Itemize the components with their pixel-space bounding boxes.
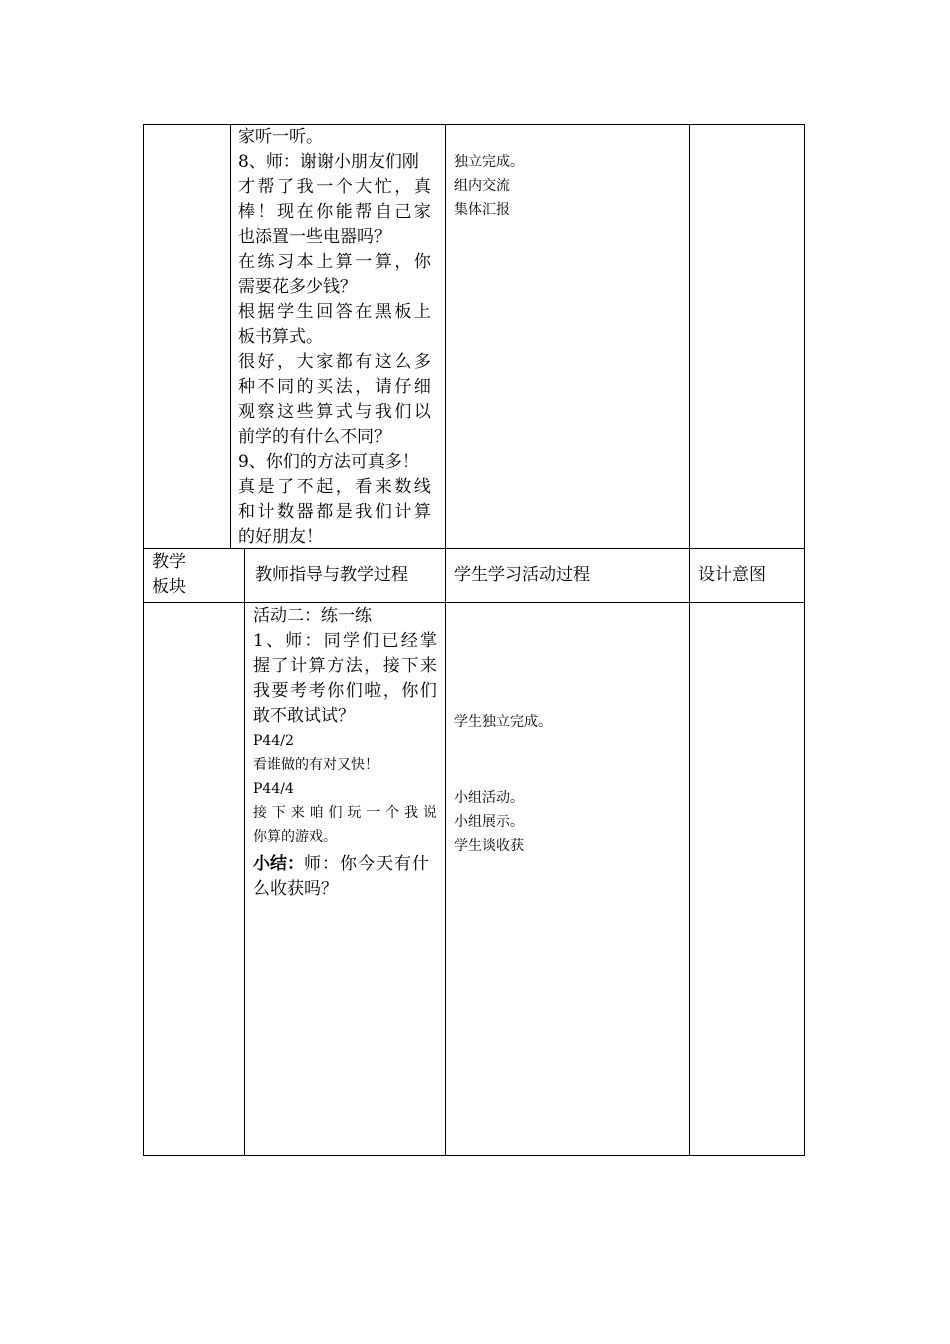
teacher-line: 棒 ！ 现 在 你 能 帮 自 己 家: [238, 202, 431, 222]
exercise-ref: P44/2: [253, 733, 294, 749]
summary-label: 小结：: [253, 854, 304, 874]
teacher-line: 板书算式。: [238, 327, 323, 347]
header-bottom-border: [143, 602, 805, 603]
teacher-line: 很 好 ， 大 家 都 有 这 么 多: [238, 352, 431, 372]
summary-text: 师：你今天有什: [304, 854, 430, 874]
activity-two-student-group: [454, 786, 684, 858]
teacher-line: 种 不 同 的 买 法 ， 请 仔 细: [238, 377, 431, 397]
teacher-line: 根 据 学 生 回 答 在 黑 板 上: [238, 302, 431, 322]
student-line: 小组展示。: [454, 814, 524, 830]
exercise-ref: P44/4: [253, 781, 294, 797]
student-line: 学生谈收获: [454, 838, 524, 854]
teacher-line: 真 是 了 不 起 ， 看 来 数 线: [238, 477, 431, 497]
teacher-process-continued: [238, 125, 431, 550]
column-divider-1-bottom: [244, 548, 245, 1156]
teacher-line: 家听一听。: [238, 127, 323, 147]
header-teaching-section: 教学 板块: [152, 552, 186, 597]
teacher-line: 9、你们的方法可真多！: [238, 452, 419, 472]
intro-line: 我 要 考 考 你 们 啦 ， 你 们: [253, 681, 437, 701]
teacher-line: 8、师：谢谢小朋友们刚: [238, 152, 419, 172]
table-left-border: [143, 124, 144, 1156]
activity-two-teacher-process: [253, 604, 437, 902]
teacher-line: 在 练 习 本 上 算 一 算 ， 你: [238, 252, 431, 272]
teacher-line: 观 察 这 些 算 式 与 我 们 以: [238, 402, 431, 422]
summary-line: 么收获吗？: [253, 879, 338, 899]
intro-line: 握 了 计 算 方 法 ， 接 下 来: [253, 656, 437, 676]
activity-two-student-process: [454, 710, 684, 734]
student-activities-continued: [454, 150, 684, 222]
intro-line: 敢不敢试试？: [253, 706, 355, 726]
exercise-instruction: 看谁做的有对又快！: [253, 757, 379, 773]
header-design-intent: 设计意图: [698, 565, 766, 585]
intro-line: 1 、 师 ： 同 学 们 已 经 掌: [253, 631, 437, 651]
column-divider-1-top: [230, 124, 231, 549]
teacher-line: 才 帮 了 我 一 个 大 忙 ， 真: [238, 177, 431, 197]
student-line: 组内交流: [454, 178, 510, 194]
column-divider-3: [689, 124, 690, 1156]
teacher-line: 的好朋友！: [238, 527, 323, 547]
student-line: 小组活动。: [454, 790, 524, 806]
summary-line: [253, 852, 437, 877]
teacher-line: 前学的有什么不同？: [238, 427, 391, 447]
student-line: 独立完成。: [454, 154, 524, 170]
game-line: 接 下 来 咱 们 玩 一 个 我 说: [253, 805, 437, 821]
table-right-border: [804, 124, 805, 1156]
game-line: 你算的游戏。: [253, 829, 337, 845]
table-bottom-border: [143, 1155, 805, 1156]
column-divider-2: [445, 124, 446, 1156]
header-teacher-process: 教师指导与教学过程: [255, 565, 408, 585]
header-student-process: 学生学习活动过程: [454, 565, 590, 585]
student-line: 学生独立完成。: [454, 714, 552, 730]
teacher-line: 和 计 数 器 都 是 我 们 计 算: [238, 502, 431, 522]
activity-title: 活动二：练一练: [253, 606, 372, 626]
teacher-line: 需要花多少钱？: [238, 277, 357, 297]
student-line: 集体汇报: [454, 202, 510, 218]
teacher-line: 也添置一些电器吗？: [238, 227, 391, 247]
